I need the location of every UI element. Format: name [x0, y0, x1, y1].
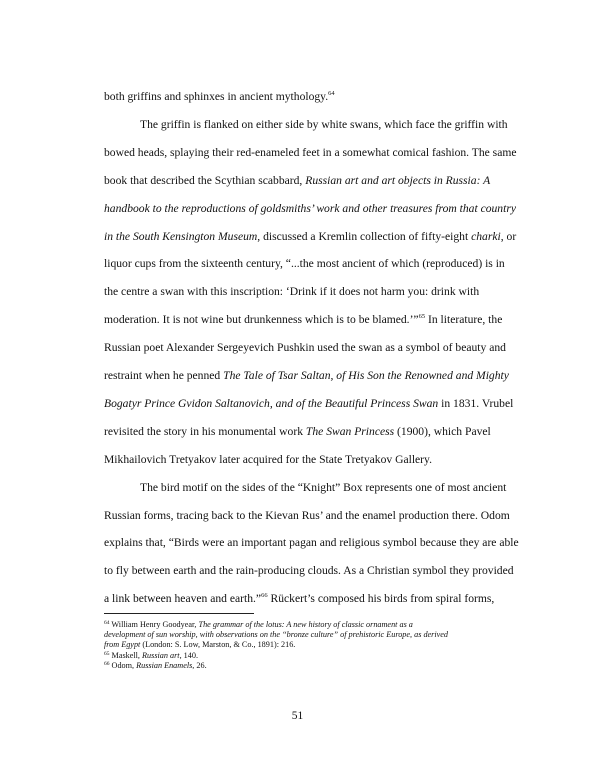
footnote-line-4 — [104, 651, 524, 661]
text-segment: , discussed a Kremlin collection of fifty-eight — [257, 229, 472, 243]
body-line-19 — [104, 592, 524, 606]
text-segment: both griffins and sphinxes in ancient mythology. — [104, 90, 329, 103]
text-segment: handbook to the reproductions of goldsmiths’ work and other treasures from that country — [104, 201, 516, 215]
text-segment: Russian Enamels — [136, 660, 193, 670]
footnote-separator — [104, 613, 254, 614]
text-segment: The griffin is flanked on either side by white swans, which face the griffin with — [140, 117, 508, 131]
body-line-16 — [104, 509, 524, 523]
page-number: 51 — [291, 710, 304, 722]
body-line-11 — [104, 369, 524, 383]
text-segment: from Egypt — [104, 640, 141, 650]
text-segment: Rückert’s composed his birds from spiral forms, — [267, 592, 495, 606]
text-segment: Russian art and art objects in Russia: A — [305, 173, 491, 187]
body-line-5 — [104, 202, 524, 216]
body-line-12 — [104, 397, 524, 411]
footnote-ref: 64 — [328, 90, 335, 97]
footnote-ref: 66 — [104, 660, 110, 667]
text-segment: revisited the story in his monumental work — [104, 424, 306, 438]
text-segment: In literature, the — [425, 313, 503, 327]
body-line-17 — [104, 536, 524, 550]
text-segment: (1900), which Pavel — [394, 424, 491, 438]
footnote-ref: 64 — [104, 620, 110, 626]
footnote-line-5 — [104, 661, 524, 671]
text-segment: moderation. It is not wine but drunkenness which is to be blamed.’” — [104, 313, 419, 327]
body-line-10 — [104, 341, 524, 355]
footnote-ref: 65 — [104, 650, 110, 657]
body-line-18 — [104, 564, 524, 578]
body-line-9 — [104, 313, 524, 327]
body-line-8 — [104, 285, 524, 299]
text-segment: Russian art — [142, 650, 180, 660]
footnote-line-1 — [104, 620, 524, 630]
text-segment: William Henry Goodyear, — [109, 620, 199, 629]
footnote-line-3 — [104, 640, 524, 650]
text-segment: The Tale of Tsar Saltan, of His Son the Renowned and Mighty — [223, 369, 509, 382]
text-segment: charki — [471, 229, 501, 243]
text-segment: (London: S. Low, Marston, & Co., 1891): 216. — [140, 640, 296, 650]
text-segment: development of sun worship, with observations on the “bronze culture” of prehistoric Europe, as derived — [104, 630, 448, 640]
text-segment: liquor cups from the sixteenth century, “...the most ancient of which (reproduced) is in — [104, 257, 505, 271]
text-segment: The bird motif on the sides of the “Knight” Box represents one of most ancient — [140, 480, 507, 494]
text-segment: Mikhailovich Tretyakov later acquired for the State Tretyakov Gallery. — [104, 452, 432, 466]
body-line-15 — [140, 481, 524, 495]
text-segment: The grammar of the lotus: A new history of classic ornament as a — [198, 620, 413, 629]
body-line-2 — [140, 118, 524, 132]
text-segment: in 1831. Vrubel — [438, 396, 514, 410]
text-segment: , 26. — [192, 660, 207, 670]
text-segment: the centre a swan with this inscription: ‘Drink if it does not harm you: drink with — [104, 285, 480, 299]
text-segment: Odom, — [109, 660, 137, 670]
text-segment: The Swan Princess — [305, 424, 395, 438]
footnote-line-2 — [104, 630, 524, 640]
text-segment: to fly between earth and the rain-producing clouds. As a Christian symbol they provided — [104, 564, 514, 578]
text-segment: book that described the Scythian scabbard, — [104, 173, 306, 187]
text-segment: restraint when he penned — [104, 369, 224, 382]
footnote-ref: 66 — [261, 592, 268, 600]
text-segment: a link between heaven and earth.” — [104, 592, 262, 606]
body-line-7 — [104, 257, 524, 271]
text-segment: Maskell, — [109, 650, 143, 660]
body-line-6 — [104, 230, 524, 244]
text-segment: explains that, “Birds were an important pagan and religious symbol because they are able — [104, 536, 519, 550]
text-segment: Russian poet Alexander Sergeyevich Pushkin used the swan as a symbol of beauty and — [104, 341, 506, 355]
text-segment: , or — [500, 229, 517, 243]
text-segment: Russian forms, tracing back to the Kievan Rus’ and the enamel production there. Odom — [104, 508, 510, 522]
text-segment: bowed heads, splaying their red-enameled feet in a somewhat comical fashion. The same — [104, 145, 517, 159]
body-line-4 — [104, 174, 524, 188]
text-segment: , 140. — [179, 650, 198, 660]
body-line-14 — [104, 453, 524, 467]
footnote-ref: 65 — [418, 313, 426, 321]
body-line-3 — [104, 146, 524, 160]
text-segment: in the South Kensington Museum — [104, 229, 258, 243]
text-segment: Bogatyr Prince Gvidon Saltanovich, and of the Beautiful Princess Swan — [104, 396, 439, 410]
body-line-13 — [104, 425, 524, 439]
body-line-1 — [104, 90, 524, 104]
